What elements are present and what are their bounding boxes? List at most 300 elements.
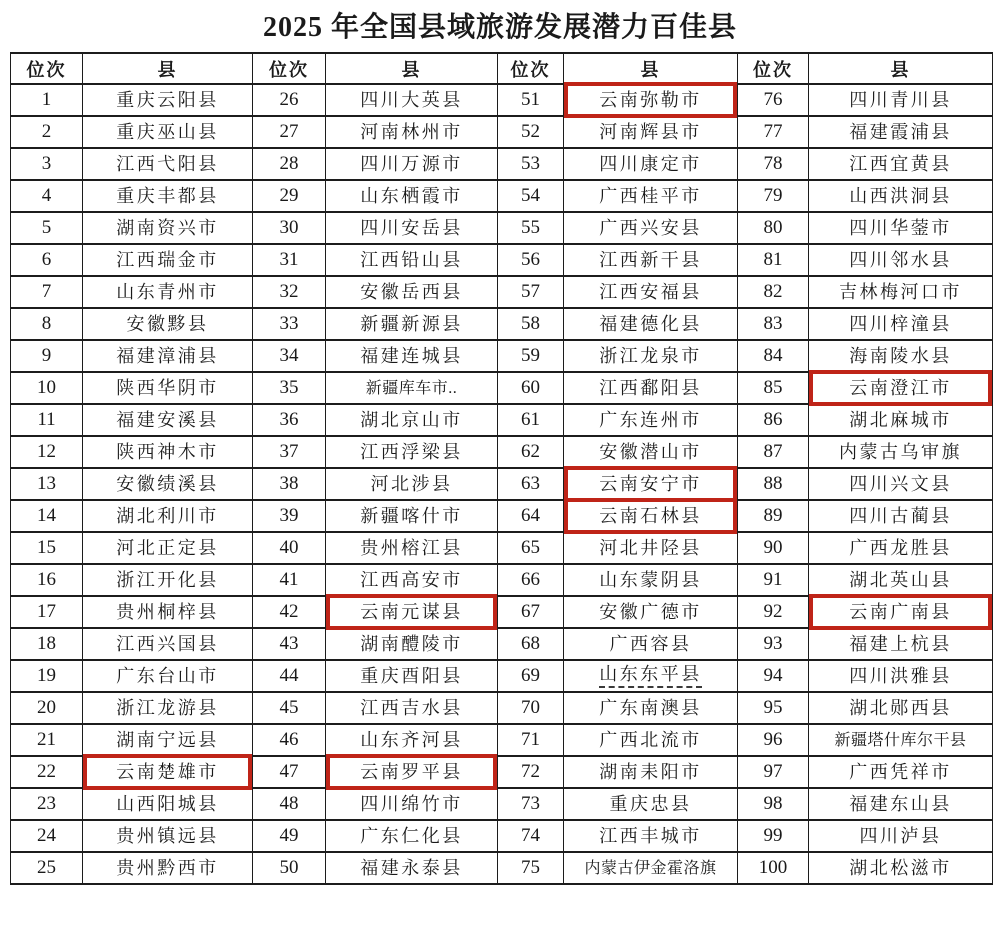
county-cell	[809, 756, 993, 788]
rank-cell: 79	[738, 180, 809, 212]
county-cell	[809, 148, 993, 180]
county-name: 浙江龙游县	[116, 697, 219, 718]
header-rank-3: 位次	[498, 53, 564, 84]
rank-cell: 81	[738, 244, 809, 276]
table-row	[11, 340, 993, 372]
county-name: 山东东平县	[599, 664, 702, 688]
county-cell	[83, 468, 253, 500]
table-row	[11, 660, 993, 692]
rank-cell: 52	[498, 116, 564, 148]
county-cell	[83, 660, 253, 692]
county-name: 湖南宁远县	[116, 729, 219, 750]
rank-cell: 98	[738, 788, 809, 820]
rank-cell: 78	[738, 148, 809, 180]
rank-cell: 24	[11, 820, 83, 852]
rank-cell: 41	[253, 564, 326, 596]
county-cell	[809, 276, 993, 308]
county-cell	[83, 628, 253, 660]
county-name: 陕西华阴市	[116, 377, 219, 398]
rank-cell: 2	[11, 116, 83, 148]
rank-cell: 74	[498, 820, 564, 852]
header-rank-4: 位次	[738, 53, 809, 84]
table-row	[11, 596, 993, 628]
county-cell	[809, 84, 993, 116]
county-cell	[809, 212, 993, 244]
rank-cell: 89	[738, 500, 809, 532]
rank-cell: 33	[253, 308, 326, 340]
rank-cell: 43	[253, 628, 326, 660]
county-name: 江西弋阳县	[116, 153, 219, 174]
rank-cell: 23	[11, 788, 83, 820]
county-name: 湖南耒阳市	[599, 761, 702, 782]
county-name: 广西龙胜县	[849, 537, 952, 558]
county-name: 江西宜黄县	[849, 153, 952, 174]
rank-cell: 86	[738, 404, 809, 436]
county-name: 吉林梅河口市	[839, 281, 962, 302]
table-row	[11, 724, 993, 756]
county-cell	[564, 468, 738, 500]
county-name: 江西安福县	[599, 281, 702, 302]
county-name: 云南澄江市	[849, 377, 952, 398]
table-row	[11, 692, 993, 724]
county-name: 湖北利川市	[116, 505, 219, 526]
rank-cell: 62	[498, 436, 564, 468]
rank-cell: 1	[11, 84, 83, 116]
rank-cell: 63	[498, 468, 564, 500]
rank-cell: 99	[738, 820, 809, 852]
county-name: 重庆巫山县	[116, 121, 219, 142]
rank-cell: 30	[253, 212, 326, 244]
county-cell	[326, 692, 498, 724]
rank-cell: 11	[11, 404, 83, 436]
county-name: 广东连州市	[599, 409, 702, 430]
table-row	[11, 756, 993, 788]
rank-cell: 65	[498, 532, 564, 564]
rank-cell: 71	[498, 724, 564, 756]
county-name: 江西铅山县	[360, 249, 463, 270]
county-cell	[326, 596, 498, 628]
rank-cell: 96	[738, 724, 809, 756]
county-cell	[83, 340, 253, 372]
rank-cell: 69	[498, 660, 564, 692]
county-cell	[83, 84, 253, 116]
county-cell	[809, 308, 993, 340]
county-name: 江西高安市	[360, 569, 463, 590]
rank-cell: 94	[738, 660, 809, 692]
rank-cell: 64	[498, 500, 564, 532]
table-row	[11, 180, 993, 212]
rank-cell: 68	[498, 628, 564, 660]
county-name: 江西瑞金市	[116, 249, 219, 270]
rank-cell: 66	[498, 564, 564, 596]
county-cell	[83, 532, 253, 564]
rank-cell: 53	[498, 148, 564, 180]
rank-cell: 54	[498, 180, 564, 212]
county-name: 贵州镇远县	[116, 825, 219, 846]
county-cell	[326, 372, 498, 404]
county-name: 云南安宁市	[599, 473, 702, 494]
table-row	[11, 372, 993, 404]
county-cell	[809, 116, 993, 148]
rank-cell: 4	[11, 180, 83, 212]
county-cell	[564, 212, 738, 244]
county-cell	[83, 692, 253, 724]
ranking-table	[10, 52, 993, 885]
rank-cell: 38	[253, 468, 326, 500]
county-name: 湖北郧西县	[849, 697, 952, 718]
county-name: 安徽潜山市	[599, 441, 702, 462]
county-name: 云南广南县	[849, 601, 952, 622]
county-cell	[83, 756, 253, 788]
county-name: 贵州黔西市	[116, 857, 219, 878]
county-cell	[326, 436, 498, 468]
county-cell	[809, 372, 993, 404]
county-cell	[809, 564, 993, 596]
rank-cell: 97	[738, 756, 809, 788]
county-cell	[326, 84, 498, 116]
rank-cell: 17	[11, 596, 83, 628]
table-row	[11, 244, 993, 276]
rank-cell: 88	[738, 468, 809, 500]
county-name: 福建连城县	[360, 345, 463, 366]
rank-cell: 84	[738, 340, 809, 372]
table-row	[11, 84, 993, 116]
county-cell	[564, 404, 738, 436]
county-name: 安徽广德市	[599, 601, 702, 622]
rank-cell: 12	[11, 436, 83, 468]
county-name: 广西容县	[609, 633, 692, 654]
table-row	[11, 276, 993, 308]
table-row	[11, 212, 993, 244]
table-row	[11, 564, 993, 596]
county-cell	[809, 788, 993, 820]
table-row	[11, 148, 993, 180]
county-name: 山东齐河县	[360, 729, 463, 750]
county-name: 云南弥勒市	[599, 89, 702, 110]
county-cell	[564, 628, 738, 660]
county-cell	[83, 404, 253, 436]
county-cell	[83, 564, 253, 596]
county-cell	[809, 468, 993, 500]
county-name: 湖南醴陵市	[360, 633, 463, 654]
county-name: 四川万源市	[360, 153, 463, 174]
rank-cell: 49	[253, 820, 326, 852]
county-name: 内蒙古乌审旗	[839, 441, 962, 462]
county-cell	[83, 500, 253, 532]
county-name: 山东栖霞市	[360, 185, 463, 206]
rank-cell: 100	[738, 852, 809, 884]
rank-cell: 7	[11, 276, 83, 308]
rank-cell: 50	[253, 852, 326, 884]
county-cell	[326, 756, 498, 788]
county-cell	[83, 276, 253, 308]
county-cell	[809, 628, 993, 660]
county-cell	[809, 724, 993, 756]
county-cell	[564, 596, 738, 628]
rank-cell: 16	[11, 564, 83, 596]
county-name: 河南辉县市	[599, 121, 702, 142]
county-name: 福建霞浦县	[849, 121, 952, 142]
rank-cell: 40	[253, 532, 326, 564]
county-name: 浙江龙泉市	[599, 345, 702, 366]
rank-cell: 3	[11, 148, 83, 180]
county-name: 四川安岳县	[360, 217, 463, 238]
county-cell	[83, 116, 253, 148]
rank-cell: 9	[11, 340, 83, 372]
county-cell	[326, 180, 498, 212]
county-name: 江西吉水县	[360, 697, 463, 718]
header-rank-2: 位次	[253, 53, 326, 84]
rank-cell: 48	[253, 788, 326, 820]
county-name: 四川邻水县	[849, 249, 952, 270]
county-name: 广西凭祥市	[849, 761, 952, 782]
county-cell	[564, 660, 738, 692]
county-name: 云南楚雄市	[116, 761, 219, 782]
county-name: 广东仁化县	[360, 825, 463, 846]
county-cell	[809, 404, 993, 436]
table-row	[11, 628, 993, 660]
rank-cell: 92	[738, 596, 809, 628]
county-cell	[809, 180, 993, 212]
rank-cell: 85	[738, 372, 809, 404]
header-county-1: 县	[83, 53, 253, 84]
county-cell	[326, 628, 498, 660]
county-name: 山西洪洞县	[849, 185, 952, 206]
county-name: 江西鄱阳县	[599, 377, 702, 398]
county-name: 浙江开化县	[116, 569, 219, 590]
county-name: 河南林州市	[360, 121, 463, 142]
county-name: 重庆忠县	[609, 793, 692, 814]
county-name: 江西兴国县	[116, 633, 219, 654]
county-cell	[564, 148, 738, 180]
county-cell	[83, 148, 253, 180]
table-row	[11, 468, 993, 500]
rank-cell: 87	[738, 436, 809, 468]
county-cell	[564, 788, 738, 820]
county-cell	[564, 340, 738, 372]
rank-cell: 59	[498, 340, 564, 372]
rank-cell: 37	[253, 436, 326, 468]
county-name: 贵州桐梓县	[116, 601, 219, 622]
county-cell	[83, 820, 253, 852]
county-name: 山西阳城县	[116, 793, 219, 814]
county-cell	[564, 436, 738, 468]
rank-cell: 60	[498, 372, 564, 404]
rank-cell: 22	[11, 756, 83, 788]
county-name: 广西桂平市	[599, 185, 702, 206]
county-name: 安徽岳西县	[360, 281, 463, 302]
county-cell	[83, 852, 253, 884]
county-cell	[809, 660, 993, 692]
county-name: 湖北京山市	[360, 409, 463, 430]
county-cell	[326, 564, 498, 596]
county-name: 云南石林县	[599, 505, 702, 526]
county-cell	[564, 724, 738, 756]
table-row	[11, 820, 993, 852]
county-name: 重庆丰都县	[116, 185, 219, 206]
county-name: 四川大英县	[360, 89, 463, 110]
county-cell	[83, 244, 253, 276]
county-cell	[83, 436, 253, 468]
county-cell	[326, 820, 498, 852]
county-name: 江西浮梁县	[360, 441, 463, 462]
county-name: 湖北英山县	[849, 569, 952, 590]
county-cell	[326, 148, 498, 180]
county-cell	[326, 500, 498, 532]
county-name: 山东蒙阴县	[599, 569, 702, 590]
county-cell	[809, 692, 993, 724]
county-cell	[809, 500, 993, 532]
county-cell	[326, 852, 498, 884]
table-row	[11, 500, 993, 532]
county-cell	[809, 820, 993, 852]
county-cell	[83, 372, 253, 404]
rank-cell: 21	[11, 724, 83, 756]
table-row	[11, 852, 993, 884]
county-cell	[564, 564, 738, 596]
county-name: 山东青州市	[116, 281, 219, 302]
county-cell	[326, 532, 498, 564]
table-row	[11, 532, 993, 564]
county-cell	[564, 500, 738, 532]
table-row	[11, 308, 993, 340]
rank-cell: 27	[253, 116, 326, 148]
rank-cell: 26	[253, 84, 326, 116]
rank-cell: 95	[738, 692, 809, 724]
county-name: 福建东山县	[849, 793, 952, 814]
rank-cell: 15	[11, 532, 83, 564]
county-name: 湖北麻城市	[849, 409, 952, 430]
county-cell	[326, 724, 498, 756]
county-name: 重庆酉阳县	[360, 665, 463, 686]
county-cell	[809, 596, 993, 628]
county-name: 陕西神木市	[116, 441, 219, 462]
county-cell	[83, 212, 253, 244]
county-cell	[564, 756, 738, 788]
county-name: 福建漳浦县	[116, 345, 219, 366]
county-cell	[564, 244, 738, 276]
rank-cell: 34	[253, 340, 326, 372]
county-name: 海南陵水县	[849, 345, 952, 366]
county-cell	[326, 276, 498, 308]
county-name: 广西兴安县	[599, 217, 702, 238]
county-cell	[564, 372, 738, 404]
rank-cell: 45	[253, 692, 326, 724]
rank-cell: 46	[253, 724, 326, 756]
county-name: 福建永泰县	[360, 857, 463, 878]
rank-cell: 77	[738, 116, 809, 148]
county-name: 河北井陉县	[599, 537, 702, 558]
county-name: 四川青川县	[849, 89, 952, 110]
rank-cell: 57	[498, 276, 564, 308]
county-name: 新疆塔什库尔干县	[834, 732, 967, 750]
rank-cell: 14	[11, 500, 83, 532]
county-cell	[809, 532, 993, 564]
county-name: 湖南资兴市	[116, 217, 219, 238]
county-cell	[809, 340, 993, 372]
county-name: 湖北松滋市	[849, 857, 952, 878]
county-name: 内蒙古伊金霍洛旗	[584, 860, 717, 878]
rank-cell: 83	[738, 308, 809, 340]
page-title: 2025 年全国县域旅游发展潜力百佳县	[262, 12, 737, 43]
county-name: 新疆新源县	[360, 313, 463, 334]
header-county-3: 县	[564, 53, 738, 84]
county-cell	[83, 788, 253, 820]
county-cell	[809, 852, 993, 884]
county-name: 四川兴文县	[849, 473, 952, 494]
rank-cell: 6	[11, 244, 83, 276]
county-cell	[326, 660, 498, 692]
rank-cell: 58	[498, 308, 564, 340]
rank-cell: 67	[498, 596, 564, 628]
rank-cell: 91	[738, 564, 809, 596]
table-row	[11, 116, 993, 148]
county-name: 云南罗平县	[360, 761, 463, 782]
county-name: 福建上杭县	[849, 633, 952, 654]
county-name: 广西北流市	[599, 729, 702, 750]
rank-cell: 70	[498, 692, 564, 724]
county-cell	[83, 724, 253, 756]
county-name: 河北涉县	[370, 473, 453, 494]
county-cell	[326, 404, 498, 436]
county-cell	[564, 84, 738, 116]
county-name: 安徽黟县	[126, 313, 209, 334]
county-name: 四川梓潼县	[849, 313, 952, 334]
rank-cell: 47	[253, 756, 326, 788]
county-name: 四川华蓥市	[849, 217, 952, 238]
rank-cell: 39	[253, 500, 326, 532]
county-cell	[326, 308, 498, 340]
county-name: 贵州榕江县	[360, 537, 463, 558]
rank-cell: 80	[738, 212, 809, 244]
rank-cell: 72	[498, 756, 564, 788]
county-name: 安徽绩溪县	[116, 473, 219, 494]
county-cell	[83, 596, 253, 628]
table-row	[11, 404, 993, 436]
header-county-4: 县	[809, 53, 993, 84]
rank-cell: 32	[253, 276, 326, 308]
county-cell	[326, 468, 498, 500]
rank-cell: 42	[253, 596, 326, 628]
rank-cell: 19	[11, 660, 83, 692]
county-cell	[326, 788, 498, 820]
county-name: 江西新干县	[599, 249, 702, 270]
rank-cell: 51	[498, 84, 564, 116]
table-row	[11, 436, 993, 468]
county-cell	[564, 532, 738, 564]
county-cell	[809, 436, 993, 468]
rank-cell: 55	[498, 212, 564, 244]
rank-cell: 18	[11, 628, 83, 660]
county-name: 四川康定市	[599, 153, 702, 174]
rank-cell: 35	[253, 372, 326, 404]
county-name: 云南元谋县	[360, 601, 463, 622]
county-cell	[809, 244, 993, 276]
header-row	[11, 53, 993, 84]
table-row	[11, 788, 993, 820]
county-cell	[83, 180, 253, 212]
county-cell	[564, 276, 738, 308]
rank-cell: 5	[11, 212, 83, 244]
rank-cell: 20	[11, 692, 83, 724]
rank-cell: 29	[253, 180, 326, 212]
county-name: 广东南澳县	[599, 697, 702, 718]
rank-cell: 73	[498, 788, 564, 820]
county-name: 福建德化县	[599, 313, 702, 334]
county-cell	[564, 116, 738, 148]
county-name: 四川洪雅县	[849, 665, 952, 686]
county-name: 广东台山市	[116, 665, 219, 686]
